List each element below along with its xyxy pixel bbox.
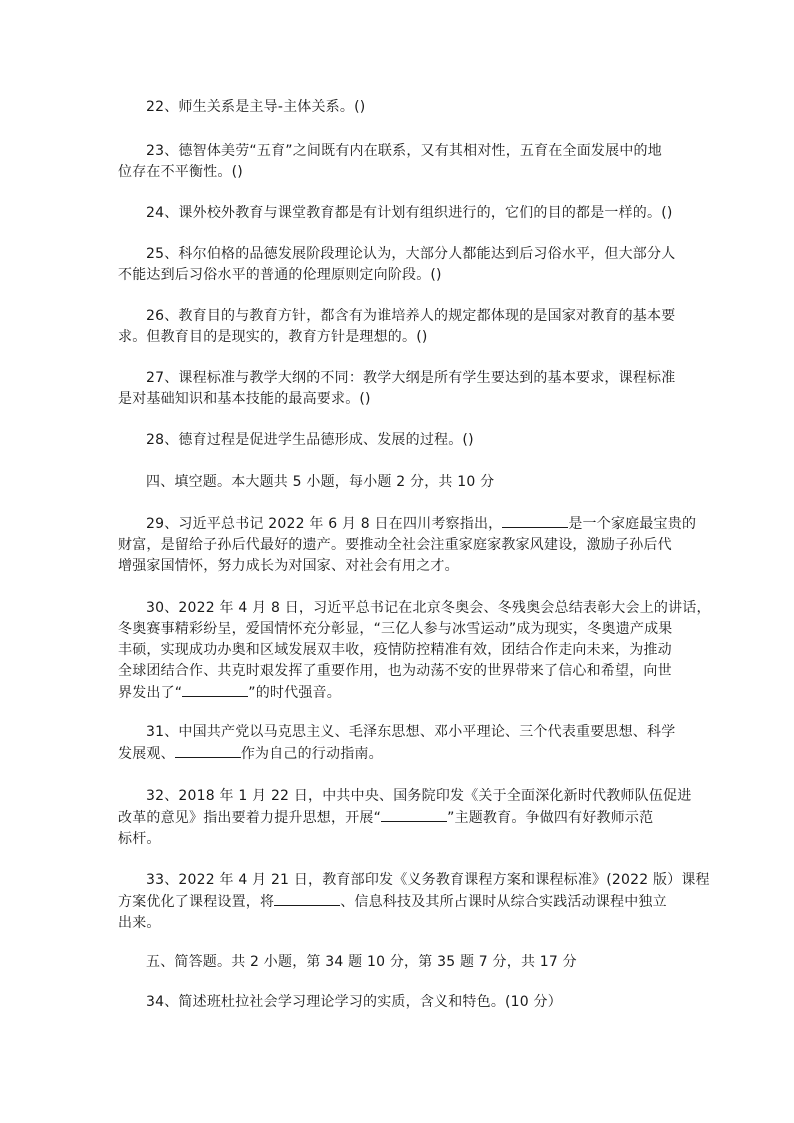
question-27 [118, 368, 674, 410]
question-32 [118, 786, 692, 850]
question-22-line: 22、师生关系是主导-主体关系。() [146, 99, 366, 115]
question-30-line-4: 全球团结合作、共克时艰发挥了重要作用，也为动荡不安的世界带来了信心和希望，向世 [118, 663, 672, 679]
question-30-line-5 [118, 682, 674, 704]
answer-blank-29[interactable] [502, 513, 568, 528]
question-32-line-2 [118, 807, 674, 829]
question-30 [118, 598, 711, 704]
question-32-text-a: 改革的意见》指出要着力提升思想，开展“ [118, 810, 382, 826]
answer-blank-32[interactable] [381, 807, 447, 822]
question-30-line-3: 丰硕，实现成功办奥和区域发展双丰收，疫情防控精准有效，团结合作走向未来，为推动 [118, 642, 672, 658]
question-28 [118, 430, 674, 451]
question-25-line-2: 不能达到后习俗水平的普通的伦理原则定向阶段。() [118, 267, 442, 283]
question-29-line-3: 增强家国情怀，努力成长为对国家、对社会有用之才。 [118, 558, 459, 574]
question-33 [118, 870, 710, 934]
question-32-line-3: 标杆。 [118, 831, 161, 847]
question-24-line: 24、课外校外教育与课堂教育都是有计划有组织进行的，它们的目的都是一样的。() [146, 205, 673, 221]
question-34 [118, 992, 674, 1013]
question-26-line-2: 求。但教育目的是现实的，教育方针是理想的。() [118, 329, 428, 345]
question-31-text-b: 作为自己的行动指南。 [240, 746, 383, 762]
question-29-line-2: 财富，是留给子孙后代最好的遗产。要推动全社会注重家庭家教家风建设，激励子孙后代 [118, 537, 672, 553]
question-34-line: 34、简述班杜拉社会学习理论学习的实质，含义和特色。(10 分） [146, 994, 562, 1010]
answer-blank-33[interactable] [274, 891, 340, 906]
question-29-text-a: 29、习近平总书记 2022 年 6 月 8 日在四川考察指出， [146, 516, 503, 532]
question-32-text-b: ”主题教育。争做四有好教师示范 [447, 810, 654, 826]
question-22 [118, 97, 674, 118]
question-25-line-1: 25、科尔伯格的品德发展阶段理论认为，大部分人都能达到后习俗水平，但大部分人 [146, 246, 676, 262]
question-31 [118, 722, 674, 765]
question-33-line-3: 出来。 [118, 915, 161, 931]
question-30-line-2: 冬奥赛事精彩纷呈，爱国情怀充分彰显，“三亿人参与冰雪运动”成为现实，冬奥遗产成果 [118, 621, 673, 637]
question-33-text-b: 、信息科技及其所占课时从综合实践活动课程中独立 [340, 894, 667, 910]
section-5-heading-text: 五、简答题。共 2 小题，第 34 题 10 分，第 35 题 7 分，共 17 分 [146, 954, 577, 970]
question-30-text-b: ”的时代强音。 [248, 685, 341, 701]
question-25 [118, 244, 674, 286]
section-4-heading-text: 四、填空题。本大题共 5 小题，每小题 2 分，共 10 分 [146, 474, 495, 490]
question-23 [118, 141, 674, 183]
question-23-line-1: 23、德智体美劳“五育”之间既有内在联系，又有其相对性，五育在全面发展中的地 [146, 143, 662, 159]
question-23-line-2: 位存在不平衡性。() [118, 164, 243, 180]
question-27-line-2: 是对基础知识和基本技能的最高要求。() [118, 391, 371, 407]
question-31-line-1: 31、中国共产党以马克思主义、毛泽东思想、邓小平理论、三个代表重要思想、科学 [146, 724, 676, 740]
question-33-text-a: 方案优化了课程设置，将 [118, 894, 275, 910]
section-5-heading [118, 952, 674, 973]
question-28-line: 28、德育过程是促进学生品德形成、发展的过程。() [146, 432, 474, 448]
answer-blank-31[interactable] [175, 743, 241, 758]
question-31-line-2 [118, 743, 674, 765]
question-29-line-1 [118, 513, 697, 535]
question-31-text-a: 发展观、 [118, 746, 175, 762]
question-29 [118, 513, 697, 577]
question-30-line-1: 30、2022 年 4 月 8 日，习近平总书记在北京冬奥会、冬残奥会总结表彰大会上的讲话， [146, 600, 711, 616]
question-26 [118, 306, 674, 348]
question-30-text-a: 界发出了“ [118, 685, 183, 701]
question-29-text-b: 是一个家庭最宝贵的 [568, 516, 697, 532]
question-32-line-1: 32、2018 年 1 月 22 日，中共中央、国务院印发《关于全面深化新时代教师队伍促进 [146, 788, 692, 804]
question-33-line-2 [118, 891, 674, 913]
section-4-heading [118, 472, 674, 493]
question-26-line-1: 26、教育目的与教育方针，都含有为谁培养人的规定都体现的是国家对教育的基本要 [146, 308, 676, 324]
answer-blank-30[interactable] [182, 682, 248, 697]
question-27-line-1: 27、课程标准与教学大纲的不同：教学大纲是所有学生要达到的基本要求，课程标准 [146, 370, 676, 386]
question-33-line-1: 33、2022 年 4 月 21 日，教育部印发《义务教育课程方案和课程标准》(2022 版）课程 [146, 872, 710, 888]
question-24 [118, 203, 674, 224]
